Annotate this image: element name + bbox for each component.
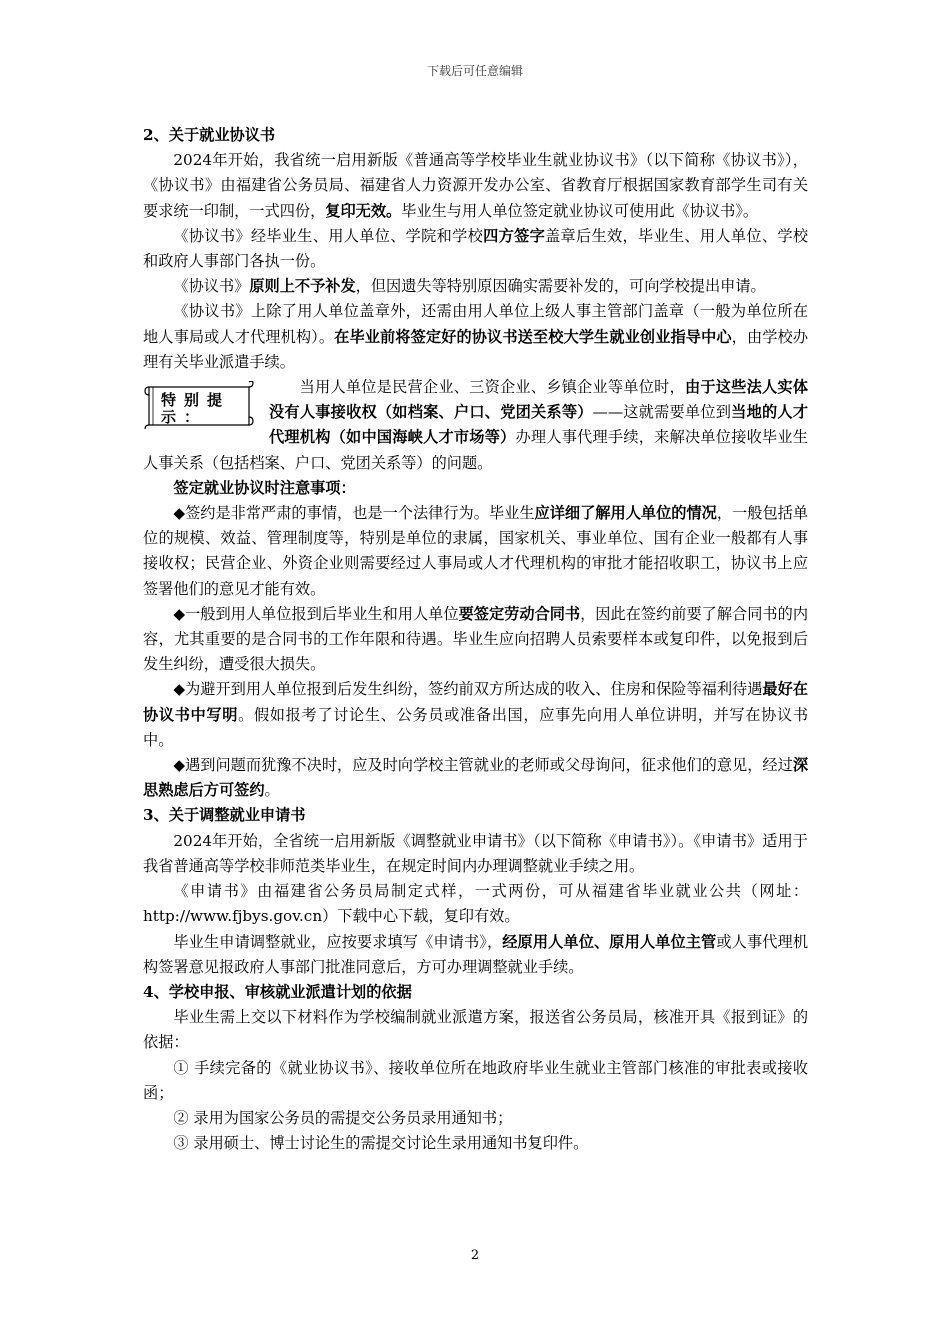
paragraph: 《申请书》由福建省公务员局制定式样，一式两份，可从福建省毕业就业公共（网址：http://www.fjbys.gov.cn）下载中心下载，复印有效。 [143,882,808,926]
special-notice-block [143,375,808,476]
bullet-item: ◆一般到用人单位报到后毕业生和用人单位要签定劳动合同书，因此在签约前要了解合同书的内容，尤其重要的是合同书的工作年限和待遇。毕业生应向招聘人员索要样本或复印件，以免报到后发生纠纷，遭受很大损失。 [143,604,809,674]
paragraph: 《协议书》原则上不予补发，但因遗失等特别原因确实需要补发的，可向学校提出申请。 [173,277,766,296]
notice-paragraph: 当用人单位是民营企业、三资企业、乡镇企业等单位时，由于这些法人实体没有人事接收权（如档案、户口、党团关系等）——这就需要单位到当地的人才代理机构（如中国海峡人才市场等）办理人事代理手续，来解决单位接收毕业生人事关系（包括档案、户口、党团关系等）的问题。 [143,378,809,472]
paragraph: 《协议书》上除了用人单位盖章外，还需由用人单位上级人事主管部门盖章（一般为单位所在地人事局或人才代理机构）。在毕业前将签定好的协议书送至校大学生就业创业指导中心，由学校办理有关毕业派遣手续。 [143,302,809,371]
section-title-application: 3、关于调整就业申请书 [143,806,306,825]
section-title-dispatch: 4、学校申报、审核就业派遣计划的依据 [143,982,412,1001]
special-notice-label: 特别提示： [161,391,231,427]
section-title-agreement: 2、关于就业协议书 [143,126,276,144]
list-item: ③ 录用硕士、博士讨论生的需提交讨论生录用通知书复印件。 [173,1134,589,1153]
bullet-item: ◆签约是非常严肃的事情，也是一个法律行为。毕业生应详细了解用人单位的情况，一般包括单位的规模、效益、管理制度等，特别是单位的隶属，国家机关、事业单位、国有企业一般都有人事接收权；民营企业、外资企业则需要经过人事局或人才代理机构的审批才能招收职工，协议书上应签署他们的意见才能有效。 [143,504,809,598]
subheading-notes: 签定就业协议时注意事项： [173,478,356,497]
document-body [143,123,808,1156]
page-number: 2 [470,1248,480,1263]
paragraph: 2024年开始，我省统一启用新版《普通高等学校毕业生就业协议书》（以下简称《协议书》），《协议书》由福建省公务员局、福建省人力资源开发办公室、省教育厅根据国家教育部学生司有关要求统一印制，一式四份，复印无效。毕业生与用人单位签定就业协议可使用此《协议书》。 [143,151,808,220]
list-item: ② 录用为国家公务员的需提交公务员录用通知书； [173,1108,513,1127]
paragraph: 2024年开始，全省统一启用新版《调整就业申请书》（以下简称《申请书》）。《申请书》适用于我省普通高等学校非师范类毕业生，在规定时间内办理调整就业手续之用。 [143,831,808,875]
paragraph: 《协议书》经毕业生、用人单位、学院和学校四方签字盖章后生效，毕业生、用人单位、学校和政府人事部门各执一份。 [143,226,809,271]
list-item: ① 手续完备的《就业协议书》、接收单位所在地政府毕业生就业主管部门核准的审批表或接收函； [143,1058,808,1102]
page-header: 下载后可任意编辑 [426,64,523,78]
bullet-item: ◆为避开到用人单位报到后发生纠纷，签约前双方所达成的收入、住房和保险等福利待遇最好在协议书中写明。假如报考了讨论生、公务员或准备出国，应事先向用人单位讲明，并写在协议书中。 [143,680,809,749]
bullet-item: ◆遇到问题而犹豫不决时，应及时向学校主管就业的老师或父母询问，征求他们的意见，经过深思熟虑后方可签约。 [143,756,808,800]
scroll-banner-icon [143,381,255,429]
paragraph: 毕业生申请调整就业，应按要求填写《申请书》，经原用人单位、原用人单位主管或人事代理机构签署意见报政府人事部门批准同意后，方可办理调整就业手续。 [143,932,809,976]
paragraph: 毕业生需上交以下材料作为学校编制就业派遣方案，报送省公务员局，核准开具《报到证》的依据： [143,1008,808,1052]
